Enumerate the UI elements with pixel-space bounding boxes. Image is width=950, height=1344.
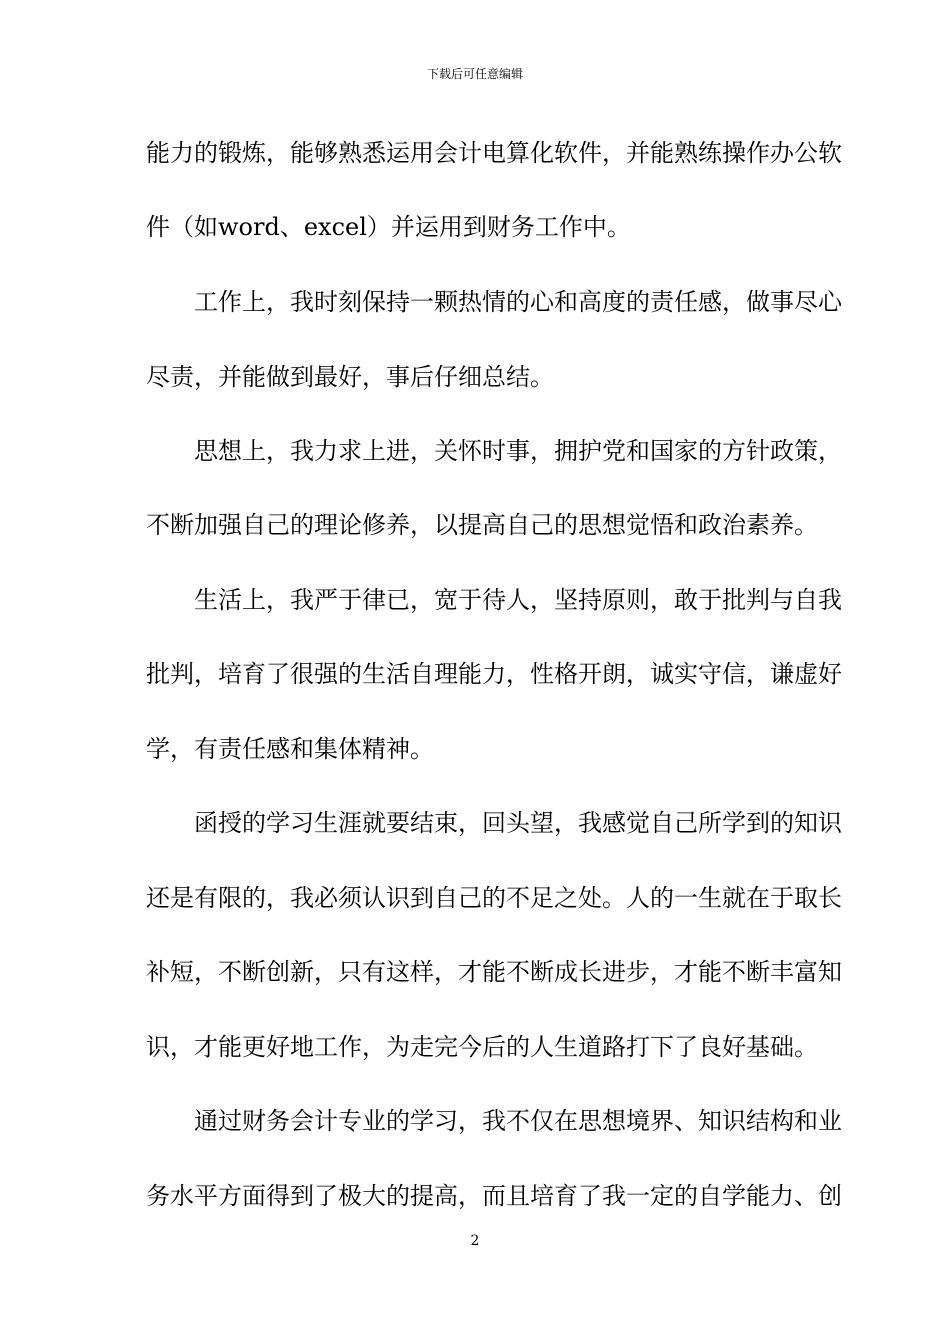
text-line: 函授的学习生涯就要结束，回头望，我感觉自己所学到的知识 bbox=[146, 809, 842, 837]
text-line: 生活上，我严于律已，宽于待人，坚持原则，敢于批判与自我 bbox=[146, 586, 842, 614]
text-line: 务水平方面得到了极大的提高，而且培育了我一定的自学能力、创 bbox=[146, 1182, 842, 1210]
text-line: 通过财务会计专业的学习，我不仅在思想境界、知识结构和业 bbox=[146, 1107, 842, 1135]
text-line: 识，才能更好地工作，为走完今后的人生道路打下了良好基础。 bbox=[146, 1033, 818, 1061]
page-header: 下载后可任意编辑 bbox=[426, 67, 523, 81]
text-line: 批判，培育了很强的生活自理能力，性格开朗，诚实守信，谦虚好 bbox=[146, 660, 842, 688]
text-line: 尽责，并能做到最好，事后仔细总结。 bbox=[146, 363, 554, 391]
text-line: 思想上，我力求上进，关怀时事，拥护党和国家的方针政策， bbox=[146, 437, 842, 465]
text-line: 能力的锻炼，能够熟悉运用会计电算化软件，并能熟练操作办公软 bbox=[146, 139, 842, 167]
text-line: 补短，不断创新，只有这样，才能不断成长进步，才能不断丰富知 bbox=[146, 958, 842, 986]
text-line: 学，有责任感和集体精神。 bbox=[146, 735, 434, 763]
text-line: 件（如word、excel）并运用到财务工作中。 bbox=[146, 213, 631, 241]
text-line: 不断加强自己的理论修养，以提高自己的思想觉悟和政治素养。 bbox=[146, 511, 818, 539]
text-line: 工作上，我时刻保持一颗热情的心和高度的责任感，做事尽心 bbox=[146, 288, 842, 316]
page-number: 2 bbox=[470, 1233, 480, 1249]
text-line: 还是有限的，我必须认识到自己的不足之处。人的一生就在于取长 bbox=[146, 884, 842, 912]
